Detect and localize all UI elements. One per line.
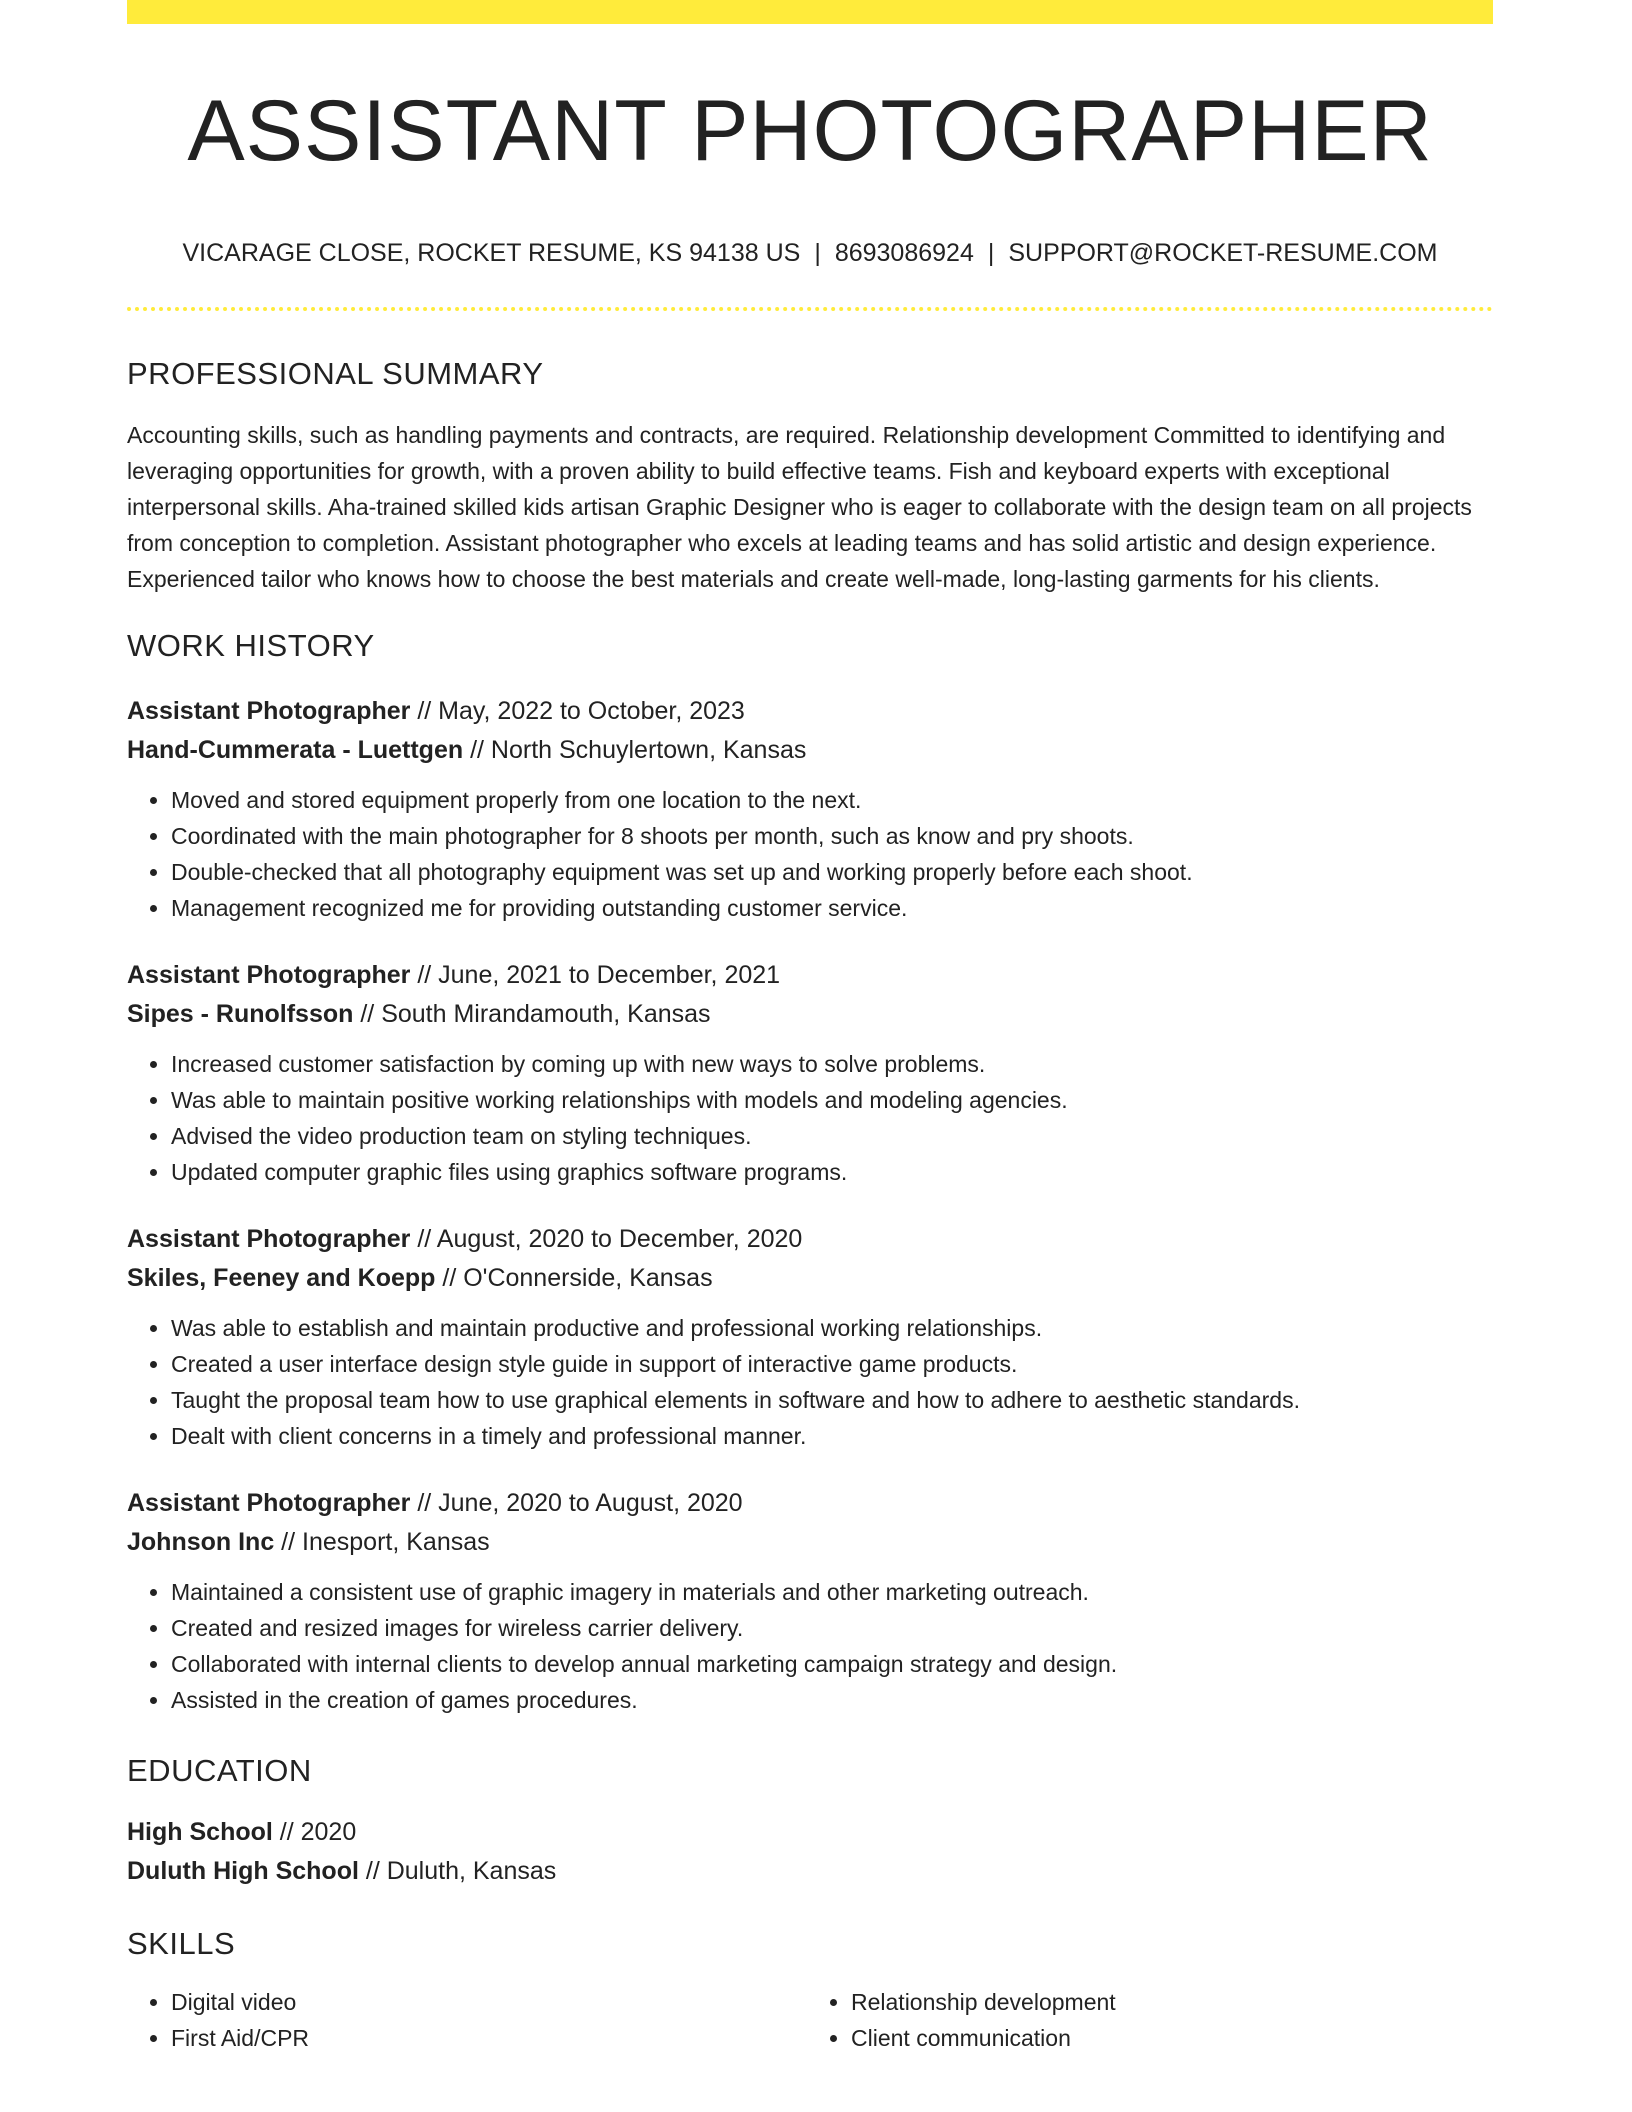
education-location: // Duluth, Kansas <box>358 1856 557 1885</box>
education-school-line <box>127 1852 1493 1891</box>
job-title: Assistant Photographer <box>127 696 411 725</box>
contact-separator: | <box>814 238 821 267</box>
work-history-list <box>127 692 1493 1718</box>
skill-item: • Relationship development <box>851 1984 1481 2020</box>
summary-text: Accounting skills, such as handling payments and contracts, are required. Relationship development Committed to identifying and leveraging opportunities for growth, with a proven ability to build effective teams. Fish and keyboard experts with exceptional interpersonal skills. Aha-trained skilled kids artisan Graphic Designer who is eager to collaborate with the design team on all projects from conception to completion. Assistant photographer who excels at leading teams and has solid artistic and design experience. Experienced tailor who knows how to choose the best materials and create well-made, long-lasting garments for his clients. <box>127 421 1472 592</box>
job-title-line <box>127 956 1493 995</box>
job-bullets <box>127 782 1493 926</box>
job-dates: // August, 2020 to December, 2020 <box>410 1224 803 1253</box>
job-bullet: • Updated computer graphic files using graphics software programs. <box>171 1154 1493 1190</box>
job-bullet: • Taught the proposal team how to use graphical elements in software and how to adhere to aesthetic standards. <box>171 1382 1493 1418</box>
job-bullet: • Double-checked that all photography equipment was set up and working properly before each shoot. <box>171 854 1493 890</box>
job-bullet: • Collaborated with internal clients to develop annual marketing campaign strategy and design. <box>171 1646 1493 1682</box>
job-bullet: • Dealt with client concerns in a timely and professional manner. <box>171 1418 1493 1454</box>
job-bullets <box>127 1310 1493 1454</box>
skill-item: • First Aid/CPR <box>171 2020 801 2056</box>
skills-columns <box>127 1984 1493 2056</box>
job-company-line <box>127 731 1493 770</box>
education-degree: High School <box>127 1817 273 1846</box>
contact-separator: | <box>987 238 995 267</box>
skill-item: • Digital video <box>171 1984 801 2020</box>
skills-heading: SKILLS <box>127 1925 236 1961</box>
education-heading: EDUCATION <box>127 1752 312 1788</box>
job-location: // South Mirandamouth, Kansas <box>353 999 711 1028</box>
job-bullet: • Created a user interface design style guide in support of interactive game products. <box>171 1346 1493 1382</box>
contact-address: VICARAGE CLOSE, ROCKET RESUME, KS 94138 US <box>182 238 801 267</box>
job-company: Skiles, Feeney and Koepp <box>127 1263 436 1292</box>
education-school: Duluth High School <box>127 1856 359 1885</box>
job-bullet: • Moved and stored equipment properly from one location to the next. <box>171 782 1493 818</box>
contact-email: SUPPORT@ROCKET-RESUME.COM <box>1008 238 1438 267</box>
job-location: // O'Connerside, Kansas <box>435 1263 713 1292</box>
job-title: Assistant Photographer <box>127 1224 411 1253</box>
job-bullet: • Assisted in the creation of games procedures. <box>171 1682 1493 1718</box>
job-dates: // May, 2022 to October, 2023 <box>410 696 745 725</box>
job-entry <box>127 692 1493 926</box>
job-bullet: • Increased customer satisfaction by coming up with new ways to solve problems. <box>171 1046 1493 1082</box>
job-entry <box>127 1484 1493 1718</box>
job-bullets <box>127 1574 1493 1718</box>
job-company: Johnson Inc <box>127 1527 275 1556</box>
dotted-divider <box>127 307 1493 311</box>
job-company-line <box>127 1523 1493 1562</box>
job-bullet: • Maintained a consistent use of graphic imagery in materials and other marketing outreach. <box>171 1574 1493 1610</box>
job-bullet: • Was able to maintain positive working relationships with models and modeling agencies. <box>171 1082 1493 1118</box>
contact-phone: 8693086924 <box>834 238 974 267</box>
job-title: Assistant Photographer <box>127 1488 411 1517</box>
job-dates: // June, 2020 to August, 2020 <box>410 1488 743 1517</box>
job-location: // Inesport, Kansas <box>274 1527 490 1556</box>
candidate-title: ASSISTANT PHOTOGRAPHER <box>187 83 1433 179</box>
job-company: Sipes - Runolfsson <box>127 999 354 1028</box>
job-entry <box>127 956 1493 1190</box>
job-bullet: • Created and resized images for wireless carrier delivery. <box>171 1610 1493 1646</box>
summary-heading: PROFESSIONAL SUMMARY <box>127 356 544 392</box>
resume-content <box>127 0 1493 2056</box>
job-company: Hand-Cummerata - Luettgen <box>127 735 464 764</box>
job-dates: // June, 2021 to December, 2021 <box>410 960 781 989</box>
contact-line <box>127 237 1493 270</box>
job-bullet: • Was able to establish and maintain productive and professional working relationships. <box>171 1310 1493 1346</box>
job-title-line <box>127 1220 1493 1259</box>
job-entry <box>127 1220 1493 1454</box>
job-company-line <box>127 995 1493 1034</box>
education-degree-line <box>127 1813 1493 1852</box>
education-year: // 2020 <box>272 1817 357 1846</box>
job-location: // North Schuylertown, Kansas <box>463 735 807 764</box>
skill-item: • Client communication <box>851 2020 1481 2056</box>
work-history-heading: WORK HISTORY <box>127 627 375 663</box>
job-bullets <box>127 1046 1493 1190</box>
job-bullet: • Coordinated with the main photographer for 8 shoots per month, such as know and pry shoots. <box>171 818 1493 854</box>
education-entry <box>127 1813 1493 1891</box>
job-bullet: • Management recognized me for providing outstanding customer service. <box>171 890 1493 926</box>
skills-right-column <box>801 1984 1481 2056</box>
job-title: Assistant Photographer <box>127 960 411 989</box>
job-title-line <box>127 692 1493 731</box>
job-title-line <box>127 1484 1493 1523</box>
job-company-line <box>127 1259 1493 1298</box>
job-bullet: • Advised the video production team on styling techniques. <box>171 1118 1493 1154</box>
skills-left-column <box>127 1984 801 2056</box>
top-accent-bar <box>127 0 1493 24</box>
